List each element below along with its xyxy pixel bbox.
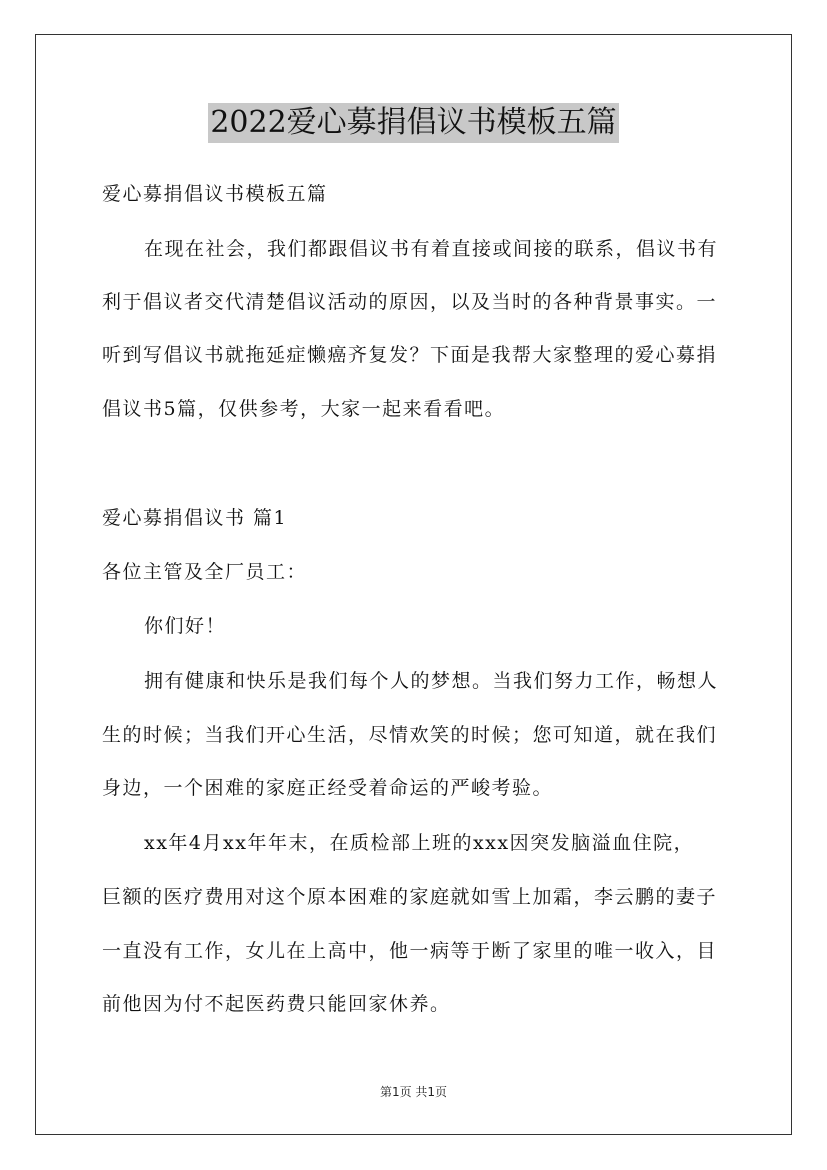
page-footer: 第1页 共1页	[379, 1085, 448, 1099]
section-heading: 爱心募捐倡议书 篇1	[102, 507, 288, 529]
intro-line-4: 倡议书5篇，仅供参考，大家一起来看看吧。	[102, 398, 506, 420]
document-title: 2022爱心募捐倡议书模板五篇	[208, 103, 618, 143]
salutation: 各位主管及全厂员工：	[102, 561, 308, 583]
paragraph2-line-2: 巨额的医疗费用对这个原本困难的家庭就如雪上加霜，李云鹏的妻子	[102, 886, 718, 908]
intro-line-3: 听到写倡议书就拖延症懒癌齐复发？下面是我帮大家整理的爱心募捐	[102, 344, 718, 366]
paragraph2-line-1: xx年4月xx年年末，在质检部上班的xxx因突发脑溢血住院，	[144, 832, 695, 854]
title-container	[0, 103, 827, 143]
intro-line-1: 在现在社会，我们都跟倡议书有着直接或间接的联系，倡议书有	[144, 238, 719, 260]
paragraph1-line-2: 生的时候；当我们开心生活，尽情欢笑的时候；您可知道，就在我们	[102, 724, 718, 746]
document-subtitle: 爱心募捐倡议书模板五篇	[102, 183, 328, 205]
paragraph2-line-3: 一直没有工作，女儿在上高中，他一病等于断了家里的唯一收入，目	[102, 940, 718, 962]
paragraph1-line-1: 拥有健康和快乐是我们每个人的梦想。当我们努力工作，畅想人	[144, 670, 719, 692]
paragraph2-line-4: 前他因为付不起医药费只能回家休养。	[102, 993, 451, 1015]
greeting: 你们好！	[144, 615, 227, 637]
intro-line-2: 利于倡议者交代清楚倡议活动的原因，以及当时的各种背景事实。一	[102, 291, 718, 313]
paragraph1-line-3: 身边，一个困难的家庭正经受着命运的严峻考验。	[102, 777, 554, 799]
